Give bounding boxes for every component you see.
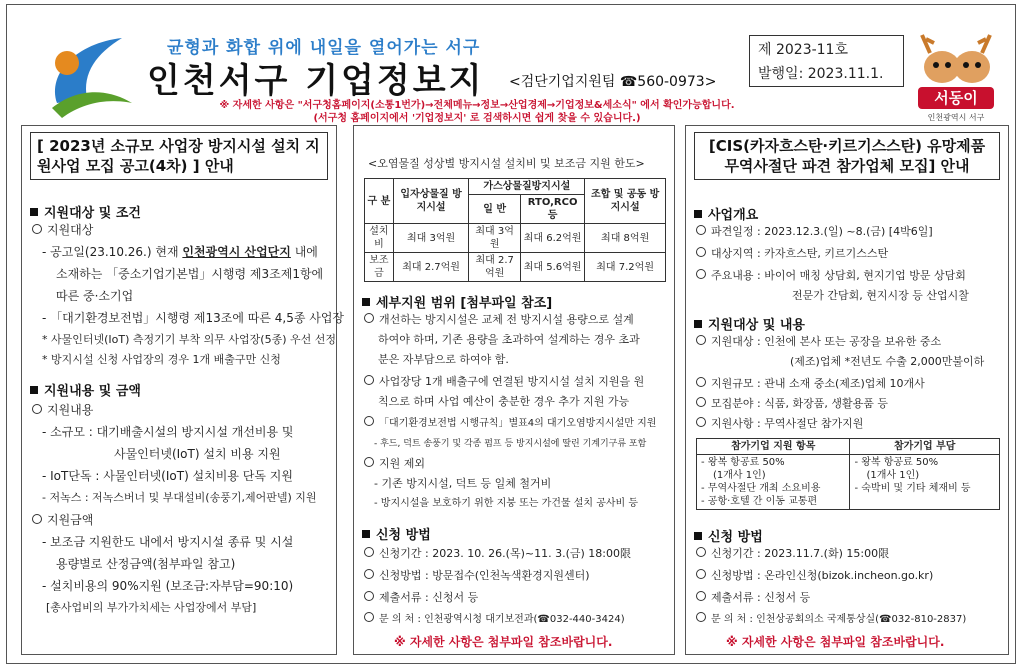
list-item: - 공고일(23.10.26.) 현재 인천광역시 산업단지 내에 [42,245,318,259]
list-item: 소재하는 「중소기업기본법」시행령 제3조제1항에 [56,267,324,281]
circle-bullet-icon [696,377,706,387]
section-heading: 신청 방법 [694,526,763,545]
team-contact: <검단기업지원팀 ☎560-0973> [509,74,717,90]
mascot-name: 서동이 [934,89,978,107]
section-heading: 지원내용 및 금액 [30,380,141,399]
list-item: 지원대상 : 인천에 본사 또는 공장을 보유한 중소 [696,334,941,350]
square-bullet-icon [694,320,702,328]
list-item: 사업장당 1개 배출구에 연결된 방지시설 설치 지원을 원 [364,374,644,390]
table-row: 설치비 최대 3억원 최대 3억원 최대 6.2억원 최대 8억원 [365,224,666,253]
square-bullet-icon [362,530,370,538]
list-item: 사물인터넷(IoT) 설치 비용 지원 [114,447,281,461]
newsletter-title: 인천서구 기업정보지 [147,61,485,101]
list-item: 지원내용 [32,402,93,418]
list-item: 전문가 간담회, 현지시장 등 산업시찰 [792,289,969,302]
circle-bullet-icon [696,335,706,345]
list-item: 칙으로 하며 사업 예산이 충분한 경우 추가 지원 가능 [378,395,630,408]
circle-bullet-icon [696,591,706,601]
list-item: 지원대상 [32,222,93,238]
list-item: 신청방법 : 온라인신청(bizok.incheon.go.kr) [696,568,933,584]
notice-text [157,99,797,125]
notice-line-2: (서구청 홈페이지에서 '기업정보지' 로 검색하시면 쉽게 찾을 수 있습니다.) [313,113,641,124]
section-heading: 지원대상 및 내용 [694,314,805,333]
section-heading: 사업개요 [694,204,758,223]
circle-bullet-icon [696,397,706,407]
list-item: 문 의 처 : 인천상공회의소 국제통상실(☎032-810-2837) [696,612,966,628]
table-header: RTO,RCO 등 [520,195,584,224]
table-header: 일 반 [469,195,521,224]
article-title: [ 2023년 소규모 사업장 방지시설 설치 지원사업 모집 공고(4차) ] 안내 [30,132,328,180]
circle-bullet-icon [364,569,374,579]
list-item: 대상지역 : 카자흐스탄, 키르기스스탄 [696,246,888,262]
table-header: 참가기업 지원 항목 [697,439,850,455]
list-item: 지원금액 [32,512,93,528]
issue-number: 제 2023-11호 [758,42,848,58]
section-heading: 세부지원 범위 [첨부파일 참조] [362,292,552,311]
list-item: 제출서류 : 신청서 등 [364,590,478,606]
list-item: 신청기간 : 2023.11.7.(화) 15:00限 [696,546,889,562]
section-heading: 신청 방법 [362,524,431,543]
list-item: - 보조금 지원한도 내에서 방지시설 종류 및 시설 [42,535,294,549]
list-item: - 기존 방지시설, 덕트 등 일체 철거비 [374,477,552,490]
list-item: 하여야 하며, 기존 용량을 초과하여 설계하는 경우 초과 [378,333,640,346]
circle-bullet-icon [696,225,706,235]
list-item: - 소규모 : 대기배출시설의 방지시설 개선비용 및 [42,425,294,439]
list-item: 지원규모 : 관내 소재 중소(제조)업체 10개사 [696,376,925,392]
circle-bullet-icon [696,269,706,279]
article-cis-trade-mission [685,125,1009,655]
list-item: (제조)업체 *전년도 수출 2,000만불이하 [790,355,985,368]
table-header: 조합 및 공동 방지시설 [585,179,666,224]
list-item: - 「대기환경보전법」시행령 제13조에 따른 4,5종 사업장 [42,311,345,325]
circle-bullet-icon [364,416,374,426]
list-item: - 저녹스 : 저녹스버너 및 부대설비(송풍기,제어판넬) 지원 [42,491,317,504]
circle-bullet-icon [364,612,374,622]
table-header: 가스상물질방지시설 [469,179,585,195]
table-caption: <오염물질 성상별 방지시설 설치비 및 보조금 지원 한도> [368,157,645,170]
square-bullet-icon [30,386,38,394]
issue-date: 발행일: 2023.11.1. [758,66,884,82]
list-item: - 방지시설을 보호하기 위한 지붕 또는 가건물 설치 공사비 등 [374,498,639,509]
circle-bullet-icon [696,247,706,257]
mascot-icon [912,25,1000,125]
table-header: 입자상물질 방지시설 [393,179,469,224]
square-bullet-icon [694,532,702,540]
table-header: 구 분 [365,179,394,224]
circle-bullet-icon [696,417,706,427]
table-row: - 왕복 항공료 50% (1개사 1인) - 무역사절단 개최 소요비용 - 공항·호텔 간 이동 교통편 - 왕복 항공료 50% (1개사 1인) - 숙박비 및 기타 체재비 등 [697,455,1000,510]
footer-notice: ※ 자세한 사항은 첨부파일 참조바랍니다. [394,635,613,649]
issue-info-box [749,35,904,87]
list-item: - IoT단독 : 사물인터넷(IoT) 설치비용 단독 지원 [42,469,293,483]
newsletter-page [6,4,1016,664]
article-title: [CIS(카자흐스탄·키르기스스탄) 유망제품 무역사절단 파견 참가업체 모집] 안내 [694,132,1000,180]
list-item: 모집분야 : 식품, 화장품, 생활용품 등 [696,396,888,412]
support-table [696,438,1000,510]
circle-bullet-icon [364,313,374,323]
list-item: 지원 제외 [364,456,425,472]
table-header: 참가기업 부담 [850,439,1000,455]
list-item: 따른 중·소기업 [56,289,134,303]
subsidy-table [364,178,666,282]
slogan: 균형과 화합 위에 내일을 열어가는 서구 [167,38,481,58]
square-bullet-icon [30,208,38,216]
list-item: 지원사항 : 무역사절단 참가지원 [696,416,863,432]
square-bullet-icon [362,298,370,306]
circle-bullet-icon [364,457,374,467]
circle-bullet-icon [364,375,374,385]
circle-bullet-icon [364,547,374,557]
list-item: 개선하는 방지시설은 교체 전 방지시설 용량으로 설계 [364,312,634,328]
list-item: 신청방법 : 방문접수(인천녹색환경지원센터) [364,568,590,584]
circle-bullet-icon [696,612,706,622]
circle-bullet-icon [364,591,374,601]
article-support-details [353,125,675,655]
list-item: - 설치비용의 90%지원 (보조금:자부담=90:10) [42,579,294,593]
list-item: - 후드, 덕트 송풍기 및 각종 펌프 등 방지시설에 딸린 기계기구류 포함 [374,439,647,449]
list-item: 「대기환경보전법 시행규칙」별표4의 대기오염방지시설만 지원 [364,416,656,432]
list-item: * 방지시설 신청 사업장의 경우 1개 배출구만 신청 [42,353,281,366]
list-item: 제출서류 : 신청서 등 [696,590,810,606]
list-item: 파견일정 : 2023.12.3.(일) ~8.(금) [4박6일] [696,224,933,240]
seo-gu-logo-icon [37,23,137,123]
circle-bullet-icon [696,547,706,557]
list-item: 문 의 처 : 인천광역시청 대기보전과(☎032-440-3424) [364,612,625,628]
list-item: 분은 자부담으로 하여야 함. [378,353,509,366]
list-item: [총사업비의 부가가치세는 사업장에서 부담] [46,601,257,614]
circle-bullet-icon [32,404,42,414]
section-heading: 지원대상 및 조건 [30,202,141,221]
circle-bullet-icon [32,224,42,234]
table-row: 보조금 최대 2.7억원 최대 2.7억원 최대 5.6억원 최대 7.2억원 [365,253,666,282]
square-bullet-icon [694,210,702,218]
list-item: 신청기간 : 2023. 10. 26.(목)~11. 3.(금) 18:00限 [364,546,631,562]
article-small-business-prevention [21,125,345,655]
list-item: 용량별로 산정금액(첨부파일 참고) [56,557,236,571]
notice-line-1: ※ 자세한 사항은 "서구청홈페이지(소통1번가)→전체메뉴→정보→산업경제→기업정보&세소식" 에서 확인가능합니다. [219,100,735,111]
mascot-subtitle: 인천광역시 서구 [927,113,985,122]
list-item: * 사물인터넷(IoT) 측정기기 부착 의무 사업장(5종) 우선 선정 [42,333,336,346]
list-item: 주요내용 : 바이어 매칭 상담회, 현지기업 방문 상담회 [696,268,966,284]
circle-bullet-icon [696,569,706,579]
newsletter-header [19,15,1007,123]
footer-notice: ※ 자세한 사항은 첨부파일 참조바랍니다. [726,635,945,649]
circle-bullet-icon [32,514,42,524]
